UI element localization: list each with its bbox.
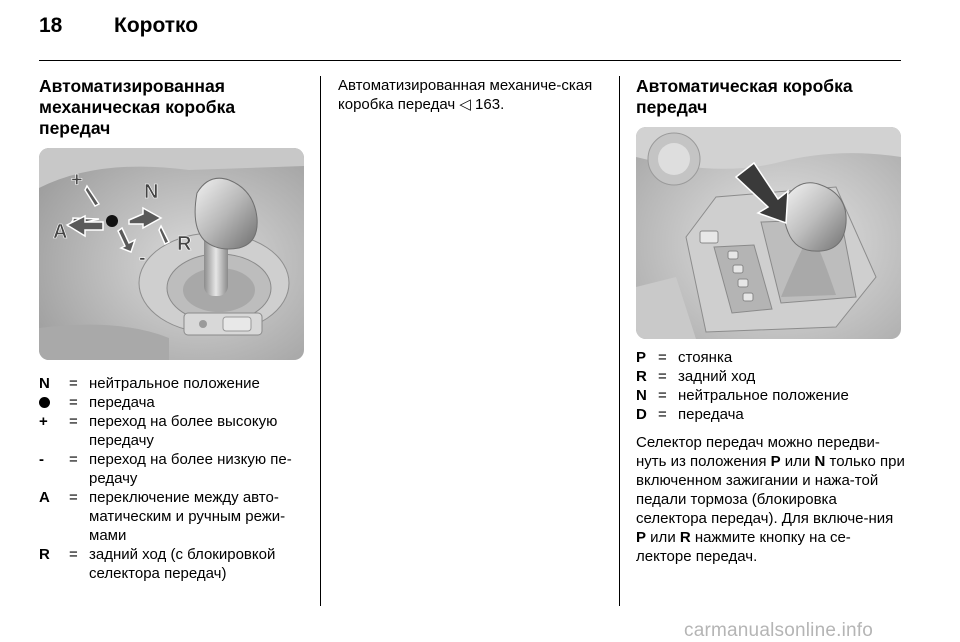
page-title: Коротко [114, 14, 199, 37]
text-run: Селектор передач можно передви-нуть из положения [636, 434, 880, 470]
position-P: P [770, 453, 781, 470]
legend-value: переключение между авто-матическим и ручным режи-мами [89, 489, 286, 544]
legend-row [39, 393, 307, 412]
text-run: нажмите кнопку на се-лекторе передач. [636, 529, 851, 565]
label-minus: - [139, 247, 146, 269]
legend-equals: = [69, 394, 78, 411]
legend-equals: = [658, 406, 667, 423]
legend-equals: = [69, 489, 78, 506]
legend-key: R [39, 546, 50, 563]
position-N: N [814, 453, 826, 470]
legend-row [636, 348, 906, 367]
page-number: 18 [39, 14, 63, 37]
right-heading-block [636, 76, 906, 118]
legend-row [39, 488, 307, 545]
header-rule [39, 60, 901, 61]
label-R: R [177, 233, 192, 255]
right-paragraph-block [636, 433, 906, 566]
middle-text [338, 76, 600, 114]
legend-row [39, 412, 307, 450]
dot-symbol [39, 397, 50, 408]
legend-row [636, 386, 906, 405]
label-N: N [144, 181, 159, 203]
legend-row [636, 367, 906, 386]
left-heading-block [39, 76, 309, 139]
right-paragraph [636, 433, 906, 566]
legend-row [636, 405, 906, 424]
legend-equals: = [658, 368, 667, 385]
amt-shifter-figure [39, 148, 304, 360]
legend-value: нейтральное положение [678, 387, 849, 404]
amt-shifter-illustration [39, 148, 304, 360]
legend-value: переход на более высокую передачу [89, 413, 278, 449]
legend-equals: = [69, 546, 78, 563]
legend-value: передача [89, 394, 155, 411]
watermark: carmanualsonline.info [684, 620, 874, 641]
legend-value: задний ход [678, 368, 756, 385]
legend-equals: = [69, 451, 78, 468]
legend-value: стоянка [678, 349, 733, 366]
legend-key-dot [39, 393, 59, 412]
legend-key: R [636, 368, 647, 385]
legend-value: переход на более низкую пе-редачу [89, 451, 292, 487]
column-divider-2 [619, 76, 620, 606]
legend-key: N [636, 387, 647, 404]
position-P: P [636, 529, 647, 546]
label-A: A [53, 221, 68, 243]
left-legend [39, 374, 307, 583]
position-R: R [679, 529, 691, 546]
legend-value: задний ход (с блокировкой селектора передач) [89, 546, 276, 582]
right-legend [636, 348, 906, 424]
label-plus: + [71, 169, 83, 191]
legend-row [39, 450, 307, 488]
legend-row [39, 545, 307, 583]
page-ref-icon: ◁ [459, 96, 471, 113]
automatic-shifter-illustration [636, 127, 901, 339]
legend-equals: = [69, 413, 78, 430]
automatic-shifter-figure [636, 127, 901, 339]
legend-key: A [39, 489, 50, 506]
page-header [39, 14, 198, 38]
middle-paragraph [338, 76, 600, 114]
text-run: или [646, 529, 680, 546]
legend-key: N [39, 375, 50, 392]
page-ref-link[interactable]: 163. [475, 96, 505, 113]
column-divider-1 [320, 76, 321, 606]
legend-key: P [636, 349, 647, 366]
legend-equals: = [658, 349, 667, 366]
legend-equals: = [658, 387, 667, 404]
text-run: только при включенном зажигании и нажа-той педали тормоза (блокировка селектора передач). Для включе-ния [636, 453, 905, 527]
text-run: или [780, 453, 815, 470]
legend-key: + [39, 413, 48, 430]
left-heading: Автоматизированная механическая коробка передач [39, 76, 236, 138]
legend-row [39, 374, 307, 393]
right-heading: Автоматическая коробка передач [636, 76, 853, 117]
legend-value: передача [678, 406, 744, 423]
legend-key: - [39, 451, 44, 468]
legend-value: нейтральное положение [89, 375, 260, 392]
legend-key: D [636, 406, 647, 423]
legend-equals: = [69, 375, 78, 392]
middle-text-body: Автоматизированная механиче-ская коробка передач [338, 77, 593, 113]
